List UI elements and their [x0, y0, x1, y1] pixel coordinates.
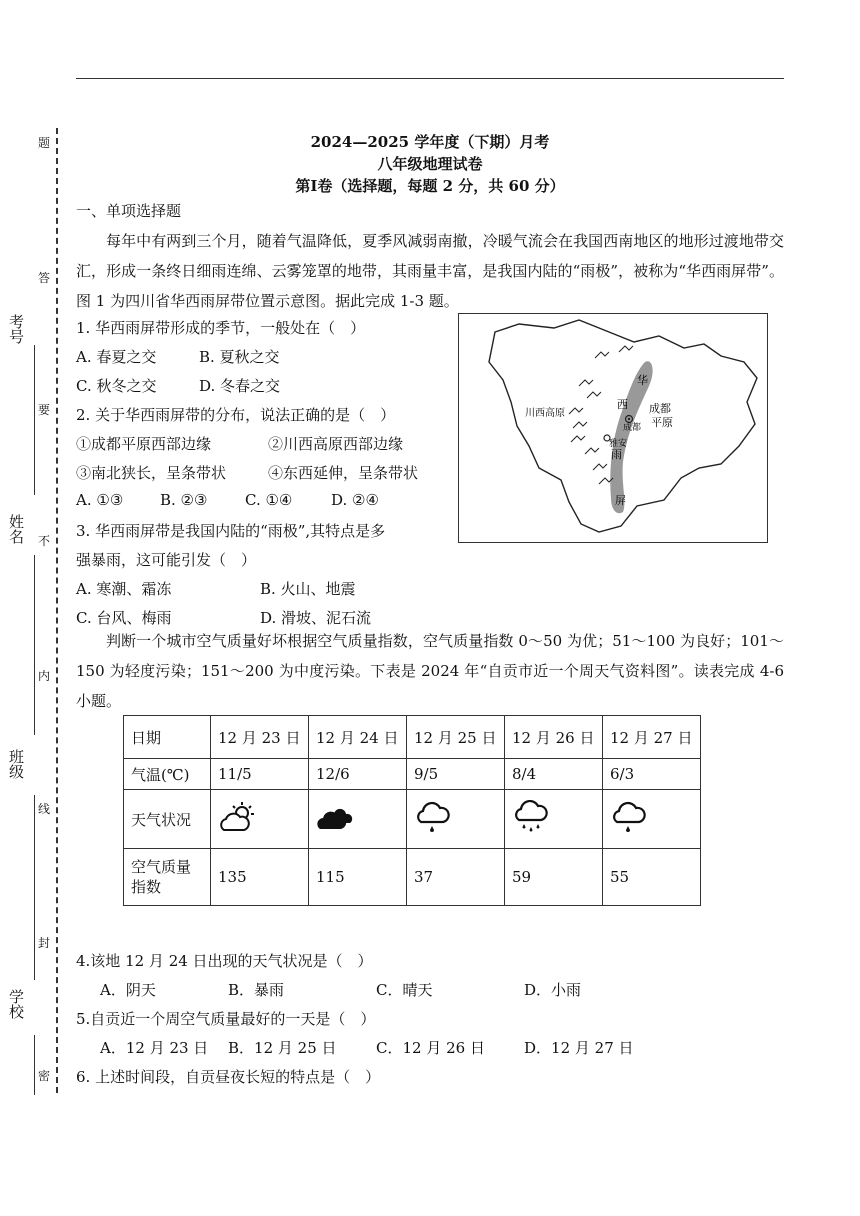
q3-option-d: D. 滑坡、泥石流: [260, 609, 372, 627]
passage-1: 每年中有两到三个月，随着气温降低，夏季风减弱南撤，冷暖气流会在我国西南地区的地形过渡地带交汇，形成一条终日细雨连绵、云雾笼罩的地带，其雨量丰富，是我国内陆的“雨极”，被称为“华西雨屏带”。图 1 为四川省华西雨屏带位置示意图。据此完成 1-3 题。: [76, 232, 784, 310]
weather-cell: [309, 790, 407, 849]
section-heading: 一、单项选择题: [76, 202, 182, 220]
q2-statement-3: ③南北狭长，呈条带状: [76, 464, 227, 482]
band-char-xi: 西: [617, 399, 628, 411]
partly-sunny-icon: [218, 800, 258, 834]
question-3-stem-line2: 强暴雨，这可能引发（ ）: [76, 551, 257, 569]
q2-option-a: A. ①③: [76, 491, 124, 509]
q5-option-b: B．12 月 25 日: [228, 1039, 337, 1057]
band-char-yu: 雨: [611, 449, 622, 461]
binding-rule-4: [34, 1035, 35, 1095]
label-chengdu: 成都: [623, 422, 642, 432]
header-rule: [76, 78, 784, 79]
table-row: [124, 759, 701, 790]
label-plain-1: 成都: [649, 403, 671, 415]
date-cell: 12 月 24 日: [309, 716, 407, 759]
q3-option-a: A. 寒潮、霜冻: [76, 580, 172, 598]
label-plateau: 川西高原: [525, 408, 565, 419]
q5-option-a: A．12 月 23 日: [100, 1039, 209, 1057]
temp-cell: 11/5: [211, 759, 309, 790]
band-char-ping: 屏: [615, 495, 626, 507]
table-row: [124, 716, 701, 759]
header-temperature: 气温(℃): [124, 759, 211, 790]
label-yaan: 雅安: [609, 438, 628, 448]
q2-option-d: D. ②④: [331, 491, 379, 509]
question-1-stem: 1. 华西雨屏带形成的季节，一般处在（ ）: [76, 319, 366, 337]
exam-subtitle: 八年级地理试卷: [377, 155, 483, 173]
q4-option-a: A．阴天: [100, 981, 156, 999]
table-row: [124, 790, 701, 849]
table-row: [124, 849, 701, 906]
temp-cell: 12/6: [309, 759, 407, 790]
weather-cell: [603, 790, 701, 849]
weather-cell: [505, 790, 603, 849]
q3-option-c: C. 台风、梅雨: [76, 609, 172, 627]
q2-option-c: C. ①④: [245, 491, 293, 509]
binding-label-school: 学校: [8, 988, 24, 1021]
temp-cell: 8/4: [505, 759, 603, 790]
date-cell: 12 月 26 日: [505, 716, 603, 759]
binding-label-name: 姓名: [8, 513, 24, 546]
temp-cell: 6/3: [603, 759, 701, 790]
passage-2: 判断一个城市空气质量好坏根据空气质量指数，空气质量指数 0～50 为优；51～100 为良好；101～150 为轻度污染；151～200 为中度污染。下表是 2024 年“自贡市近一个周天气资料图”。读表完成 4-6 小题。: [76, 632, 784, 710]
seal-char: 封: [38, 936, 51, 950]
binding-rule-2: [34, 555, 35, 735]
q4-option-d: D．小雨: [524, 981, 582, 999]
binding-label-exam-number: 考号: [8, 313, 24, 346]
seal-char: 题: [38, 136, 51, 150]
q1-option-a: A. 春夏之交: [76, 348, 157, 366]
binding-dashed-line: [56, 128, 58, 1093]
aqi-cell: 135: [211, 849, 309, 906]
q4-option-b: B．暴雨: [228, 981, 285, 999]
light-rain-icon: [610, 800, 650, 834]
question-4-stem: 4.该地 12 月 24 日出现的天气状况是（ ）: [76, 952, 373, 970]
header-aqi: [124, 849, 211, 906]
question-2-stem: 2. 关于华西雨屏带的分布，说法正确的是（ ）: [76, 406, 396, 424]
q2-statement-1: ①成都平原西部边缘: [76, 435, 212, 453]
q1-option-b: B. 夏秋之交: [199, 348, 280, 366]
seal-char: 答: [38, 271, 51, 285]
exam-part-heading: 第Ⅰ卷（选择题，每题 2 分，共 60 分）: [295, 177, 565, 195]
question-3-stem-line1: 3. 华西雨屏带是我国内陆的“雨极”,其特点是多: [76, 522, 386, 540]
q5-option-c: C．12 月 26 日: [376, 1039, 485, 1057]
q1-option-c: C. 秋冬之交: [76, 377, 157, 395]
seal-char: 内: [38, 669, 51, 683]
q1-option-d: D. 冬春之交: [199, 377, 281, 395]
q2-statement-2: ②川西高原西部边缘: [268, 435, 404, 453]
aqi-cell: 59: [505, 849, 603, 906]
aqi-cell: 115: [309, 849, 407, 906]
question-5-stem: 5.自贡近一个周空气质量最好的一天是（ ）: [76, 1010, 376, 1028]
aqi-cell: 55: [603, 849, 701, 906]
exam-title: 2024—2025 学年度（下期）月考: [310, 133, 550, 151]
label-plain-2: 平原: [651, 417, 673, 429]
date-cell: 12 月 27 日: [603, 716, 701, 759]
weather-cell: [407, 790, 505, 849]
header-weather: 天气状况: [124, 790, 211, 849]
weather-table: [123, 715, 701, 906]
sichuan-rain-screen-map: [458, 313, 768, 543]
q3-option-b: B. 火山、地震: [260, 580, 356, 598]
seal-char: 线: [38, 802, 51, 816]
temp-cell: 9/5: [407, 759, 505, 790]
weather-cell: [211, 790, 309, 849]
moderate-rain-icon: [512, 800, 552, 834]
seal-char: 密: [38, 1069, 51, 1083]
seal-char: 要: [38, 403, 51, 417]
date-cell: 12 月 23 日: [211, 716, 309, 759]
header-aqi-line1: 空气质量: [131, 858, 192, 876]
binding-rule-1: [34, 345, 35, 495]
binding-label-class: 班级: [8, 748, 24, 781]
seal-char: 不: [38, 534, 51, 548]
map-drawing: [459, 314, 767, 542]
overcast-icon: [316, 800, 356, 834]
aqi-cell: 37: [407, 849, 505, 906]
q2-statement-4: ④东西延伸，呈条带状: [268, 464, 419, 482]
light-rain-icon: [414, 800, 454, 834]
binding-rule-3: [34, 795, 35, 980]
band-char-hua: 华: [637, 375, 648, 387]
q2-option-b: B. ②③: [160, 491, 208, 509]
q5-option-d: D．12 月 27 日: [524, 1039, 634, 1057]
question-6-stem: 6. 上述时间段，自贡昼夜长短的特点是（ ）: [76, 1068, 381, 1086]
header-date: 日期: [124, 716, 211, 759]
q4-option-c: C．晴天: [376, 981, 433, 999]
date-cell: 12 月 25 日: [407, 716, 505, 759]
header-aqi-line2: 指数: [131, 878, 162, 896]
